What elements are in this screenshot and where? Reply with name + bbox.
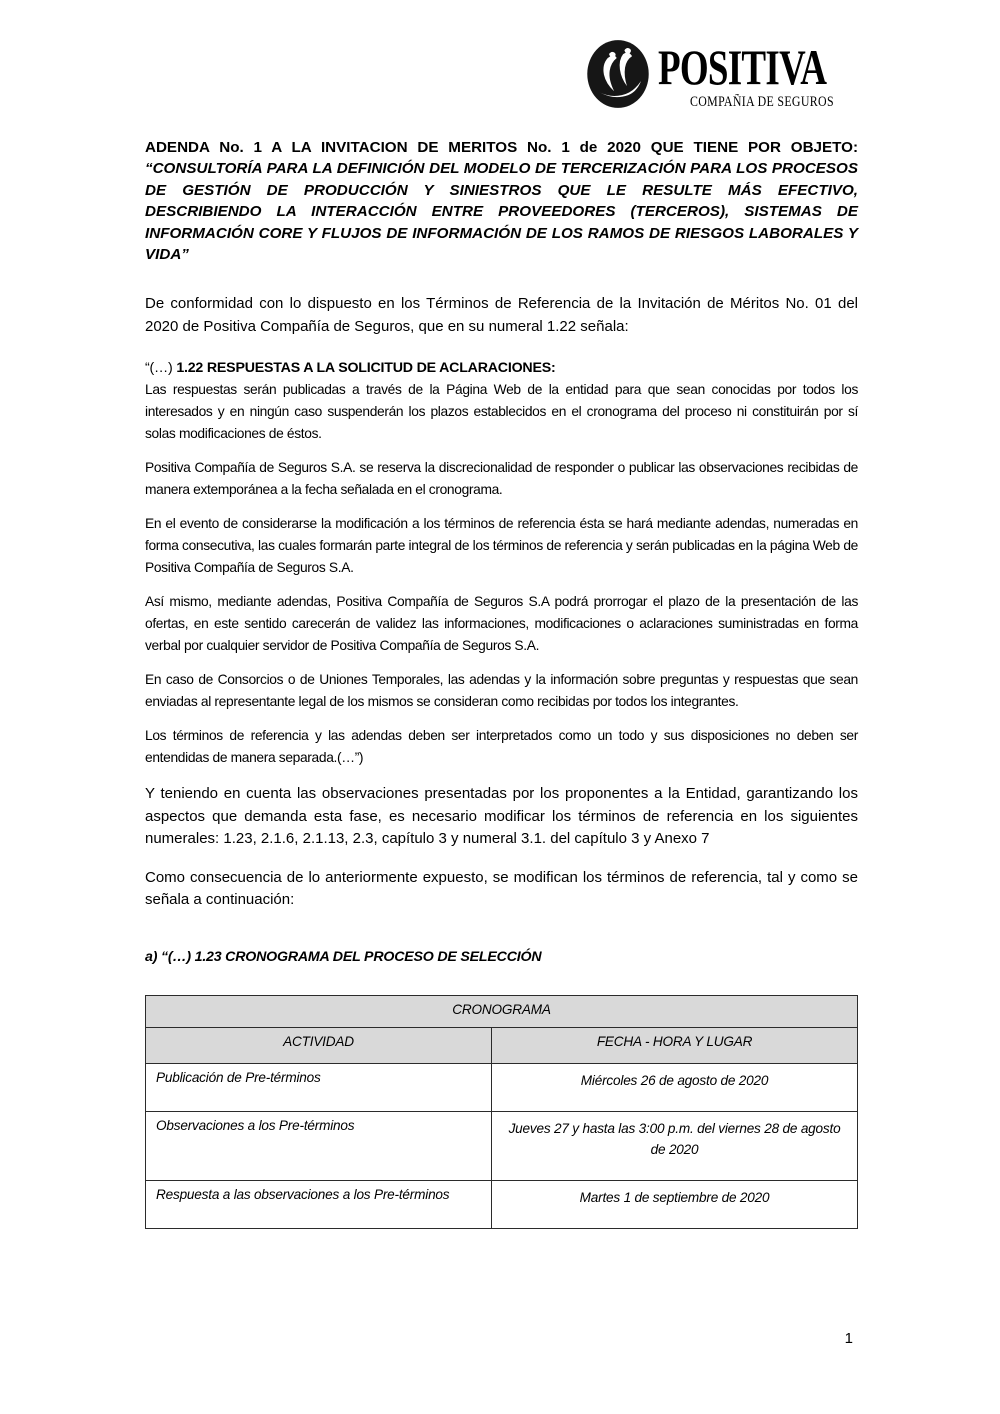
column-header-actividad: ACTIVIDAD [146,1027,492,1063]
modification-paragraph: Y teniendo en cuenta las observaciones presentadas por los proponentes a la Entidad, garantizando los aspectos que demanda esta fase, es necesario modificar los términos de referencia en los siguientes numerales: 1.23, 2.1.6, 2.1.13, 2.3, capítulo 3 y numeral 3.1. del capítulo 3 y Anexo 7 [145,785,858,848]
page-number: 1 [844,1330,853,1347]
consequence-paragraph: Como consecuencia de lo anteriormente expuesto, se modifican los términos de referencia, tal y como se señala a continuación: [145,868,858,909]
title-lead: ADENDA No. 1 A LA INVITACION DE MERITOS No. 1 de 2020 QUE TIENE POR OBJETO: [145,139,858,156]
table-row [146,1063,858,1111]
heading-prefix: “(…) [145,360,177,377]
title-quoted-object: “CONSULTORÍA PARA LA DEFINICIÓN DEL MODELO DE TERCERIZACIÓN PARA LOS PROCESOS DE GESTIÓN DE PRODUCCIÓN Y SINIESTROS QUE LE RESULTE MÁS EFECTIVO, DESCRIBIENDO LA INTERACCIÓN ENTRE PROVEEDORES (TERCEROS), SISTEMAS DE INFORMACIÓN CORE Y FLUJOS DE INFORMACIÓN DE LOS RAMOS DE RIESGOS LABORALES Y VIDA” [145,160,858,264]
clause-paragraph-5: En caso de Consorcios o de Uniones Temporales, las adendas y la información sobre preguntas y respuestas que sean enviadas al representante legal de los mismos se consideran como recibidas por todos los integrantes. [145,672,858,710]
document-body [145,0,858,1229]
clause-paragraph-3: En el evento de considerarse la modificación a los términos de referencia ésta se hará mediante adendas, numeradas en forma consecutiva, las cuales formarán parte integral de los términos de referencia y serán publicadas en la página Web de Positiva Compañía de Seguros S.A. [145,516,858,576]
activity-cell: Publicación de Pre-términos [146,1063,492,1111]
column-header-fecha: FECHA - HORA Y LUGAR [492,1027,858,1063]
clause-paragraph-6: Los términos de referencia y las adendas deben ser interpretados como un todo y sus disposiciones no deben ser entendidas de manera separada.(…”) [145,728,858,766]
cronograma-table [145,995,858,1229]
clause-paragraph-4: Así mismo, mediante adendas, Positiva Compañía de Seguros S.A podrá prorrogar el plazo de la presentación de las ofertas, en este sentido carecerán de validez las informaciones, modificaciones o aclaraciones suministradas en forma verbal por cualquier servidor de Positiva Compañía de Seguros S.A. [145,594,858,654]
document-title [145,137,858,265]
activity-cell: Observaciones a los Pre-términos [146,1111,492,1180]
date-cell: Miércoles 26 de agosto de 2020 [492,1063,858,1111]
activity-cell: Respuesta a las observaciones a los Pre-términos [146,1180,492,1228]
section-1-22-heading [145,357,858,379]
table-row [146,1180,858,1228]
clause-paragraph-2: Positiva Compañía de Seguros S.A. se reserva la discrecionalidad de responder o publicar las observaciones recibidas de manera extemporánea a la fecha señalada en el cronograma. [145,460,858,498]
table-row [146,1111,858,1180]
heading-text: 1.22 RESPUESTAS A LA SOLICITUD DE ACLARACIONES: [176,360,556,377]
table-header-row [146,1027,858,1063]
intro-paragraph: De conformidad con lo dispuesto en los Términos de Referencia de la Invitación de Méritos No. 01 del 2020 de Positiva Compañía de Seguros, que en su numeral 1.22 señala: [145,295,858,335]
clause-paragraph-1: Las respuestas serán publicadas a través de la Página Web de la entidad para que sean conocidas por todos los interesados y en ningún caso suspenderán los plazos establecidos en el cronograma del proceso ni constituirán por sí solas modificaciones de éstos. [145,382,858,442]
logo-brand: POSITIVA [658,39,827,95]
table-title: CRONOGRAMA [146,995,858,1027]
logo-tagline: COMPAÑIA DE SEGUROS [689,94,834,110]
table-title-row [146,995,858,1027]
date-cell: Jueves 27 y hasta las 3:00 p.m. del viernes 28 de agosto de 2020 [492,1111,858,1180]
date-cell: Martes 1 de septiembre de 2020 [492,1180,858,1228]
section-a-heading: a) “(…) 1.23 CRONOGRAMA DEL PROCESO DE SELECCIÓN [145,948,542,965]
